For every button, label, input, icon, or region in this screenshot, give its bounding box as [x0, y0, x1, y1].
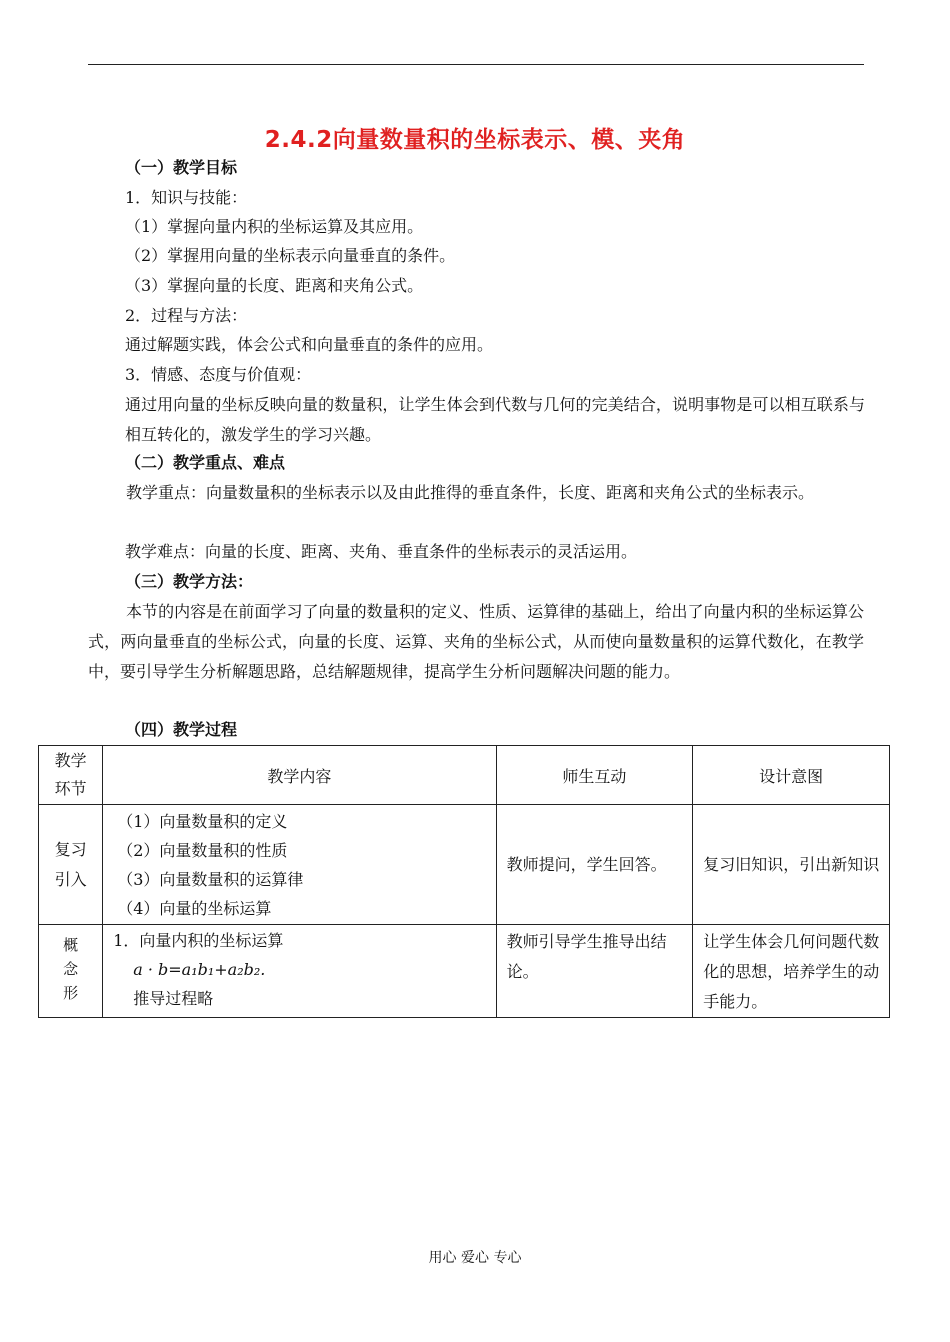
list-item: （4）向量的坐标运算 [117, 899, 272, 918]
stage-cell: 概 念 形 [39, 925, 103, 1018]
section-heading-keypoints: （二）教学重点、难点 [125, 453, 286, 472]
header-interaction: 师生互动 [496, 746, 693, 805]
section-heading-methods: （三）教学方法： [125, 572, 254, 591]
header-content: 教学内容 [103, 746, 496, 805]
objective-emotion-heading: 3．情感、态度与价值观： [125, 365, 312, 384]
list-item: （3）向量数量积的运算律 [117, 870, 304, 889]
teaching-process-table [38, 745, 890, 1018]
section-heading-process: （四）教学过程 [125, 720, 238, 739]
intent-cell: 复习旧知识，引出新知识 [693, 805, 890, 925]
page-footer: 用心 爱心 专心 [428, 1250, 522, 1266]
list-item: （2）向量数量积的性质 [117, 841, 288, 860]
objective-knowledge-heading: 1．知识与技能： [125, 188, 248, 207]
objective-emotion-text: 通过用向量的坐标反映向量的数量积，让学生体会到代数与几何的完美结合，说明事物是可以相互联系与相互转化的，激发学生的学习兴趣。 [125, 395, 865, 444]
objective-item: （3）掌握向量的长度、距离和夹角公式。 [125, 276, 424, 295]
header-intent: 设计意图 [693, 746, 890, 805]
stage-cell: 复习 引入 [39, 805, 103, 925]
objective-process-text: 通过解题实践，体会公式和向量垂直的条件的应用。 [125, 335, 494, 354]
intent-cell: 让学生体会几何问题代数化的思想，培养学生的动手能力。 [693, 925, 890, 1018]
objective-process-heading: 2．过程与方法： [125, 306, 248, 325]
dot-product-formula: a · b=a₁b₁+a₂b₂. [133, 960, 266, 979]
content-cell [103, 925, 496, 1018]
section-heading-objectives: （一）教学目标 [125, 158, 238, 177]
page-title: 2.4.2向量数量积的坐标表示、模、夹角 [264, 127, 686, 153]
methods-text: 本节的内容是在前面学习了向量的数量积的定义、性质、运算律的基础上，给出了向量内积的坐标运算公式，两向量垂直的坐标公式，向量的长度、运算、夹角的坐标公式，从而使向量数量积的运算代数化，在教学中，要引导学生分析解题思路，总结解题规律，提高学生分析问题解决问题的能力。 [88, 602, 864, 681]
header-stage: 教学 环节 [39, 746, 103, 805]
objective-item: （2）掌握用向量的坐标表示向量垂直的条件。 [125, 246, 456, 265]
header-rule [88, 64, 864, 65]
content-note: 推导过程略 [133, 989, 214, 1008]
content-title: 1．向量内积的坐标运算 [113, 931, 284, 950]
difficulty-text: 教学难点：向量的长度、距离、夹角、垂直条件的坐标表示的灵活运用。 [125, 542, 638, 561]
list-item: （1）向量数量积的定义 [117, 812, 288, 831]
table-row [39, 805, 890, 925]
key-point-text: 教学重点：向量数量积的坐标表示以及由此推得的垂直条件，长度、距离和夹角公式的坐标表示。 [126, 483, 815, 502]
table-row [39, 925, 890, 1018]
table-header-row [39, 746, 890, 805]
objective-item: （1）掌握向量内积的坐标运算及其应用。 [125, 217, 424, 236]
interaction-cell: 教师提问，学生回答。 [496, 805, 693, 925]
content-cell [103, 805, 496, 925]
interaction-cell: 教师引导学生推导出结论。 [496, 925, 693, 1018]
